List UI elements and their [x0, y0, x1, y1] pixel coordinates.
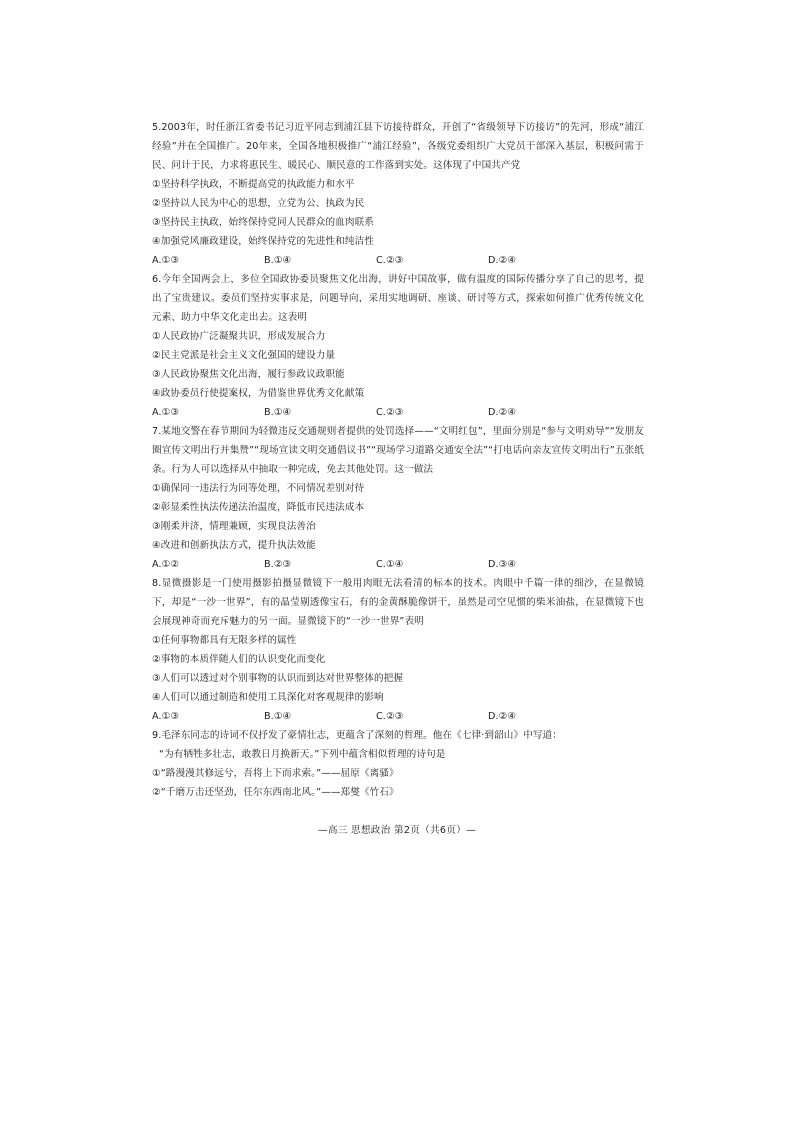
option-c: C.②③ [376, 255, 404, 266]
question-7-stem: 7.某地交警在春节期间为轻微违反交通规则者提供的处罚选择——“文明红包”，里面分别是“参与文明劝导”“发朋友圈宣传文明出行并集赞”“现场宣读文明交通倡议书”“现场学习道路交通安全法”“打电话向亲友宣传文明出行”五张纸条。行为人可以选择从中抽取一种完成，免去其他处罚。这一做法 [152, 426, 644, 475]
option-d: D.②④ [488, 711, 517, 722]
question-7 [152, 422, 644, 574]
page-footer: —高三 思想政治 第2页（共6页）— [317, 825, 477, 836]
option-a: A.①③ [152, 711, 180, 722]
option-b: B.①④ [264, 711, 292, 722]
question-7-item-2: ②彰显柔性执法传递法治温度，降低市民违法成本 [152, 502, 365, 513]
question-7-options [152, 555, 644, 574]
question-5-item-1: ①坚持科学执政，不断提高党的执政能力和水平 [152, 179, 355, 190]
option-a: A.①② [152, 559, 180, 570]
question-9-stem-cont: “为有牺牲多壮志，敢教日月换新天。”下列中蕴含相似哲理的诗句是 [159, 749, 446, 760]
option-a: A.①③ [152, 407, 180, 418]
question-6-item-3: ③人民政协聚焦文化出海，履行参政议政职能 [152, 369, 345, 380]
question-5-item-3: ③坚持民主执政，始终保持党同人民群众的血肉联系 [152, 217, 374, 228]
question-9-item-2: ②“千磨万击还坚劲，任尔东西南北风。”——郑燮《竹石》 [152, 787, 399, 798]
option-a: A.①③ [152, 255, 180, 266]
option-d: D.②④ [488, 407, 517, 418]
option-c: C.①④ [376, 559, 404, 570]
question-list [152, 118, 644, 802]
question-8-item-4: ④人们可以通过制造和使用工具深化对客观规律的影响 [152, 692, 384, 703]
question-5-item-2: ②坚持以人民为中心的思想，立党为公、执政为民 [152, 198, 365, 209]
option-b: B.②③ [264, 559, 292, 570]
question-8 [152, 574, 644, 726]
option-c: C.②③ [376, 711, 404, 722]
option-b: B.①④ [264, 255, 292, 266]
question-9 [152, 726, 644, 802]
question-8-item-2: ②事物的本质伴随人们的认识变化而变化 [152, 654, 326, 665]
question-6-item-2: ②民主党派是社会主义文化强国的建设力量 [152, 350, 336, 361]
question-8-item-3: ③人们可以透过对个别事物的认识而到达对世界整体的把握 [152, 673, 404, 684]
question-8-item-1: ①任何事物都具有无限多样的属性 [152, 635, 297, 646]
question-6-options [152, 403, 644, 422]
option-d: D.②④ [488, 255, 517, 266]
question-5 [152, 118, 644, 270]
question-5-options [152, 251, 644, 270]
question-8-options [152, 707, 644, 726]
question-7-item-1: ①确保同一违法行为同等处理，不同情况差别对待 [152, 483, 365, 494]
option-b: B.①④ [264, 407, 292, 418]
option-d: D.③④ [488, 559, 517, 570]
question-6-item-4: ④政协委员行使提案权，为借鉴世界优秀文化献策 [152, 388, 365, 399]
question-9-item-1: ①“路漫漫其修远兮，吾将上下而求索。”——屈原《离骚》 [152, 768, 399, 779]
question-6 [152, 270, 644, 422]
question-7-item-3: ③刚柔并济，情理兼顾，实现良法善治 [152, 521, 316, 532]
question-9-stem: 9.毛泽东同志的诗词不仅抒发了豪情壮志，更蕴含了深刻的哲理。他在《七律·到韶山》中写道： [152, 730, 562, 741]
question-5-stem: 5.2003年，时任浙江省委书记习近平同志到浦江县下访接待群众，开创了“省级领导下访接访”的先河，形成“浦江经验”并在全国推广。20年来，全国各地积极推广“浦江经验”，各级党委组织广大党员干部深入基层，积极问需于民、问计于民，力求将惠民生、暖民心、顺民意的工作落到实处。这体现了中国共产党 [152, 122, 644, 171]
question-8-stem: 8.显微摄影是一门使用摄影拍摄显微镜下一般用肉眼无法看清的标本的技术。肉眼中千篇一律的细沙，在显微镜下，却是“一沙一世界”，有的晶莹剔透像宝石，有的金黄酥脆像饼干，虽然是司空见惯的柴米油盐，在显微镜下也会展现神奇而充斥魅力的另一面。显微镜下的“一沙一世界”表明 [152, 578, 644, 627]
question-5-item-4: ④加强党风廉政建设，始终保持党的先进性和纯洁性 [152, 236, 374, 247]
question-6-stem: 6.今年全国两会上，多位全国政协委员聚焦文化出海，讲好中国故事，做有温度的国际传播分享了自己的思考，提出了宝贵建议。委员们坚持实事求是，问题导向，采用实地调研、座谈、研讨等方式，探索如何推广优秀传统文化元素、助力中华文化走出去。这表明 [152, 274, 644, 323]
question-6-item-1: ①人民政协广泛凝聚共识，形成发展合力 [152, 331, 326, 342]
question-7-item-4: ④改进和创新执法方式，提升执法效能 [152, 540, 316, 551]
option-c: C.②③ [376, 407, 404, 418]
